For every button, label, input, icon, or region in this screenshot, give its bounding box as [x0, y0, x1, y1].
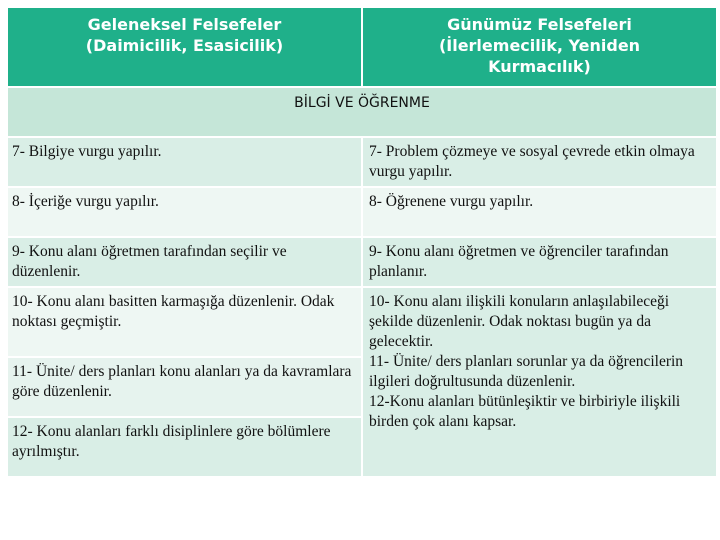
header-row: [8, 8, 718, 88]
row8-left: 8- İçeriğe vurgu yapılır.: [8, 188, 363, 238]
row7-left: 7- Bilgiye vurgu yapılır.: [8, 138, 363, 188]
merged-left-stack: [8, 288, 363, 478]
header-right-line3: Kurmacılık): [488, 57, 591, 76]
header-right-line1: Günümüz Felsefeleri: [447, 15, 632, 34]
header-contemporary: [363, 8, 718, 88]
row7-right: 7- Problem çözmeye ve sosyal çevrede etkin olmaya vurgu yapılır.: [363, 138, 718, 188]
merged-rows: [8, 288, 718, 478]
table-row: [8, 188, 718, 238]
section-title: BİLGİ VE ÖĞRENME: [8, 88, 718, 138]
row10-left: 10- Konu alanı basitten karmaşığa düzenlenir. Odak noktası geçmiştir.: [8, 288, 363, 358]
row8-right: 8- Öğrenene vurgu yapılır.: [363, 188, 718, 238]
row9-right: 9- Konu alanı öğretmen ve öğrenciler tarafından planlanır.: [363, 238, 718, 288]
row11-right: 11- Ünite/ ders planları sorunlar ya da öğrencilerin ilgileri doğrultusunda düzenlenir.: [369, 353, 684, 390]
comparison-table: [8, 8, 718, 478]
rows10-12-right: [363, 288, 718, 478]
header-right-line2: (İlerlemecilik, Yeniden: [438, 36, 641, 55]
row9-left: 9- Konu alanı öğretmen tarafından seçilir ve düzenlenir.: [8, 238, 363, 288]
section-row: [8, 88, 718, 138]
row11-left: 11- Ünite/ ders planları konu alanları ya da kavramlara göre düzenlenir.: [8, 358, 363, 418]
row12-left: 12- Konu alanları farklı disiplinlere göre bölümlere ayrılmıştır.: [8, 418, 363, 478]
row10-right: 10- Konu alanı ilişkili konuların anlaşılabileceği şekilde düzenlenir. Odak noktası bugün ya da gelecektir.: [369, 293, 670, 350]
header-left-line2: (Daimicilik, Esasicilik): [85, 36, 284, 55]
row12-right: 12-Konu alanları bütünleşiktir ve birbiriyle ilişkili birden çok alanı kapsar.: [369, 393, 681, 430]
header-left-line1: Geleneksel Felsefeler: [87, 15, 282, 34]
table-row: [8, 238, 718, 288]
header-traditional: [8, 8, 363, 88]
table-row: [8, 138, 718, 188]
